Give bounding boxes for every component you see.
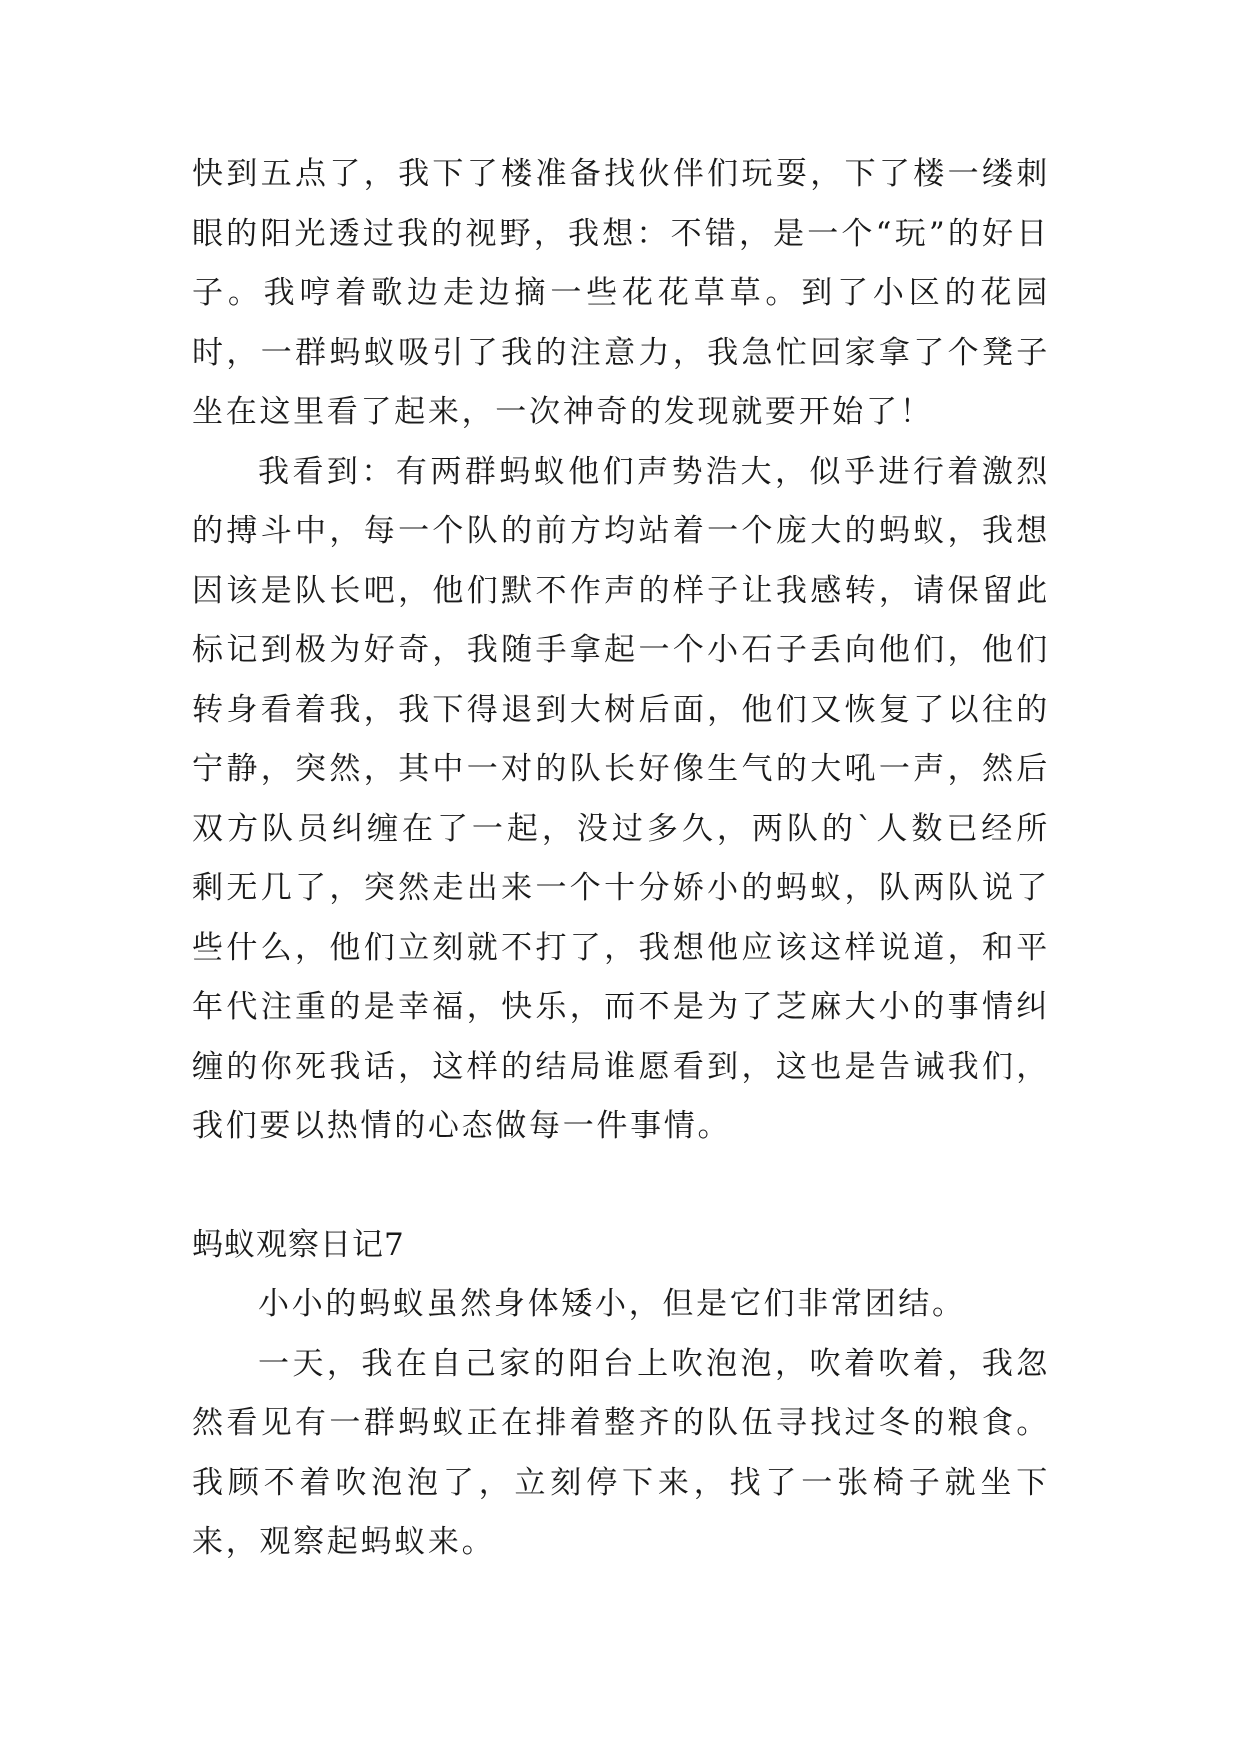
paragraph-arrival: 快到五点了，我下了楼准备找伙伴们玩耍，下了楼一缕刺眼的阳光透过我的视野，我想：不错，是一个“玩”的好日子。我哼着歌边走边摘一些花花草草。到了小区的花园时，一群蚂蚁吸引了我的注意力，我急忙回家拿了个凳子坐在这里看了起来，一次神奇的发现就要开始了！ — [192, 156, 1050, 430]
paragraph-balcony: 一天，我在自己家的阳台上吹泡泡，吹着吹着，我忽然看见有一群蚂蚁正在排着整齐的队伍寻找过冬的粮食。我顾不着吹泡泡了，立刻停下来，找了一张椅子就坐下来，观察起蚂蚁来。 — [192, 1345, 1050, 1560]
paragraph-ants-united: 小小的蚂蚁虽然身体矮小，但是它们非常团结。 — [258, 1286, 966, 1322]
section-title: 蚂蚁观察日记7 — [192, 1226, 405, 1263]
section-gap — [192, 1157, 1050, 1216]
paragraph-ant-battle: 我看到：有两群蚂蚁他们声势浩大，似乎进行着激烈的搏斗中，每一个队的前方均站着一个庞大的蚂蚁，我想因该是队长吧，他们默不作声的样子让我感转，请保留此标记到极为好奇，我随手拿起一个小石子丢向他们，他们转身看着我，我下得退到大树后面，他们又恢复了以往的宁静，突然，其中一对的队长好像生气的大吼一声，然后双方队员纠缠在了一起，没过多久，两队的`人数已经所剩无几了，突然走出来一个十分娇小的蚂蚁，队两队说了些什么，他们立刻就不打了，我想他应该这样说道，和平年代注重的是幸福，快乐，而不是为了芝麻大小的事情纠缠的你死我话，这样的结局谁愿看到，这也是告诫我们，我们要以热情的心态做每一件事情。 — [192, 453, 1050, 1144]
document-page — [192, 145, 1050, 1573]
